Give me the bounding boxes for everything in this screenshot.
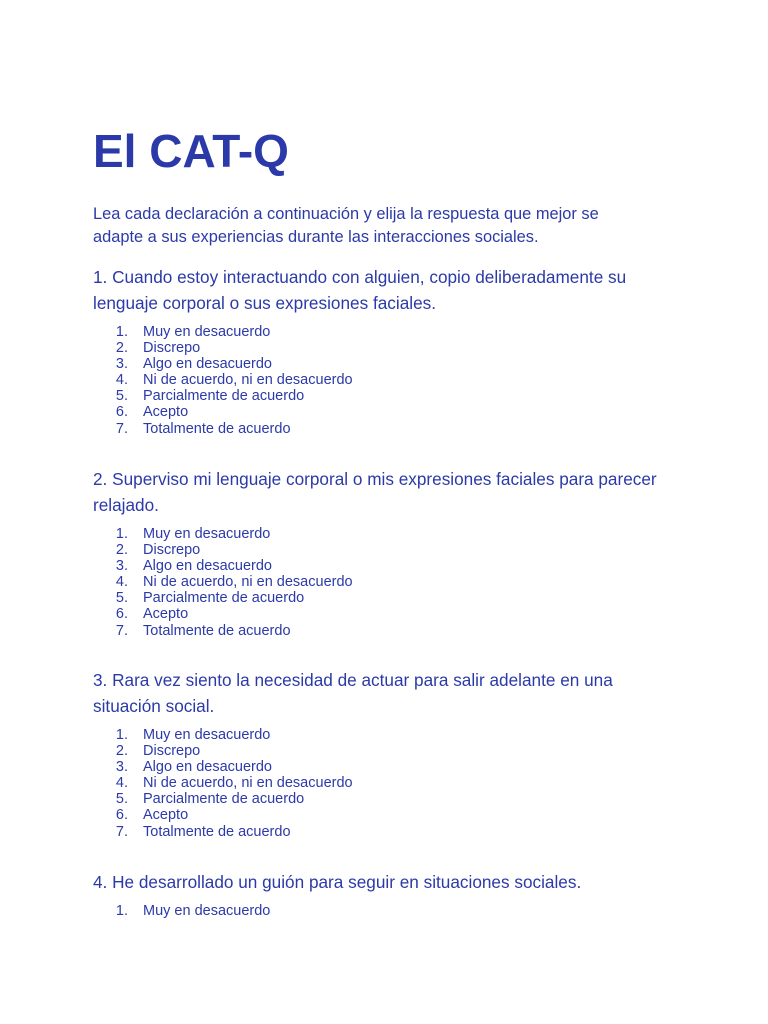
option-item [93,340,673,356]
option-label: Algo en desacuerdo [143,356,272,373]
option-number: 3. [115,356,128,373]
option-number: 7. [115,823,128,840]
option-label: Parcialmente de acuerdo [143,590,305,607]
option-number: 1. [115,526,128,542]
answer-options [93,526,673,639]
option-label: Muy en desacuerdo [143,526,271,542]
option-number: 4. [115,574,128,591]
option-label: Ni de acuerdo, ni en desacuerdo [143,574,353,591]
option-item [93,372,673,388]
option-number: 1. [115,903,128,919]
option-item [93,324,673,340]
question-2 [93,466,673,639]
option-item [93,542,673,558]
question-1 [93,264,673,437]
option-label: Acepto [143,807,189,824]
option-item [93,606,673,622]
option-number: 6. [115,807,128,824]
answer-options [93,727,673,840]
option-label: Muy en desacuerdo [143,324,271,340]
question-4 [93,869,673,919]
option-item [93,759,673,775]
option-label: Acepto [143,404,189,421]
option-number: 2. [115,743,128,760]
option-number: 4. [115,775,128,792]
option-label: Discrepo [143,340,201,357]
option-label: Discrepo [143,743,201,760]
option-item [93,623,673,639]
question-text: 3. Rara vez siento la necesidad de actuar para salir adelante en una situación social. [93,670,613,716]
option-item [93,903,673,919]
option-item [93,421,673,437]
option-label: Muy en desacuerdo [143,727,271,743]
option-item [93,775,673,791]
option-label: Totalmente de acuerdo [143,823,291,840]
option-label: Ni de acuerdo, ni en desacuerdo [143,775,353,792]
option-item [93,526,673,542]
option-number: 5. [115,791,128,808]
option-number: 3. [115,558,128,575]
question-text: 4. He desarrollado un guión para seguir en situaciones sociales. [93,872,582,892]
option-number: 1. [115,324,128,340]
answer-options [93,324,673,437]
option-item [93,356,673,372]
option-label: Totalmente de acuerdo [143,420,291,437]
option-number: 2. [115,340,128,357]
answer-options [93,903,673,919]
option-item [93,791,673,807]
option-item [93,807,673,823]
option-label: Algo en desacuerdo [143,558,272,575]
option-number: 7. [115,622,128,639]
option-item [93,824,673,840]
option-item [93,590,673,606]
option-label: Parcialmente de acuerdo [143,388,305,405]
option-label: Totalmente de acuerdo [143,622,291,639]
option-item [93,574,673,590]
option-number: 5. [115,388,128,405]
page-title: El CAT-Q [93,125,289,177]
option-item [93,727,673,743]
question-text: 1. Cuando estoy interactuando con alguien, copio deliberadamente su lenguaje corporal o sus expresiones faciales. [93,267,627,313]
option-label: Muy en desacuerdo [143,903,271,919]
option-number: 1. [115,727,128,743]
option-item [93,558,673,574]
option-label: Ni de acuerdo, ni en desacuerdo [143,372,353,389]
option-item [93,388,673,404]
intro-paragraph: Lea cada declaración a continuación y elija la respuesta que mejor se adapte a sus experiencias durante las interacciones sociales. [93,205,599,246]
option-number: 6. [115,404,128,421]
option-number: 6. [115,606,128,623]
option-label: Parcialmente de acuerdo [143,791,305,808]
option-number: 5. [115,590,128,607]
option-label: Acepto [143,606,189,623]
option-label: Discrepo [143,542,201,559]
option-label: Algo en desacuerdo [143,759,272,776]
option-number: 7. [115,420,128,437]
question-text: 2. Superviso mi lenguaje corporal o mis expresiones faciales para parecer relajado. [93,469,657,515]
option-number: 3. [115,759,128,776]
option-number: 4. [115,372,128,389]
option-number: 2. [115,542,128,559]
question-3 [93,667,673,840]
option-item [93,404,673,420]
option-item [93,743,673,759]
